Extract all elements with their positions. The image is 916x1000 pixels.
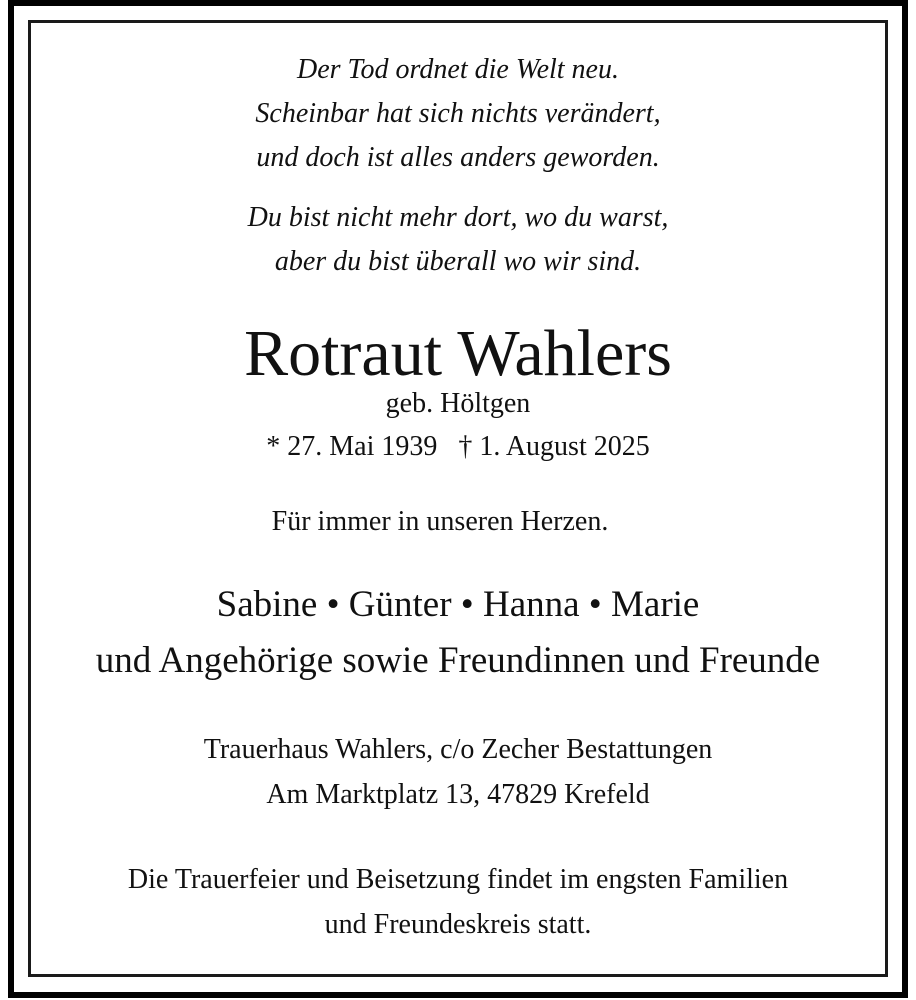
mourners-relatives: und Angehörige sowie Freundinnen und Freunde	[95, 640, 821, 681]
deceased-name: Rotraut Wahlers	[244, 317, 672, 390]
notice-line: Die Trauerfeier und Beisetzung findet im engsten Familien	[127, 864, 789, 895]
mourners-names: Sabine • Günter • Hanna • Marie	[216, 584, 700, 625]
poem-line: Der Tod ordnet die Welt neu.	[297, 54, 619, 85]
poem-line: und doch ist alles anders geworden.	[256, 142, 660, 173]
poem-line: aber du bist überall wo wir sind.	[274, 246, 642, 277]
poem-line: Scheinbar hat sich nichts verändert,	[255, 98, 661, 129]
dedication: Für immer in unseren Herzen.	[271, 506, 609, 537]
life-dates: * 27. Mai 1939 † 1. August 2025	[266, 431, 650, 462]
address-line: Trauerhaus Wahlers, c/o Zecher Bestattungen	[203, 734, 713, 765]
notice-line: und Freundeskreis statt.	[324, 909, 592, 940]
address-line: Am Marktplatz 13, 47829 Krefeld	[266, 779, 650, 810]
poem-line: Du bist nicht mehr dort, wo du warst,	[247, 202, 669, 233]
maiden-name: geb. Höltgen	[385, 388, 531, 419]
